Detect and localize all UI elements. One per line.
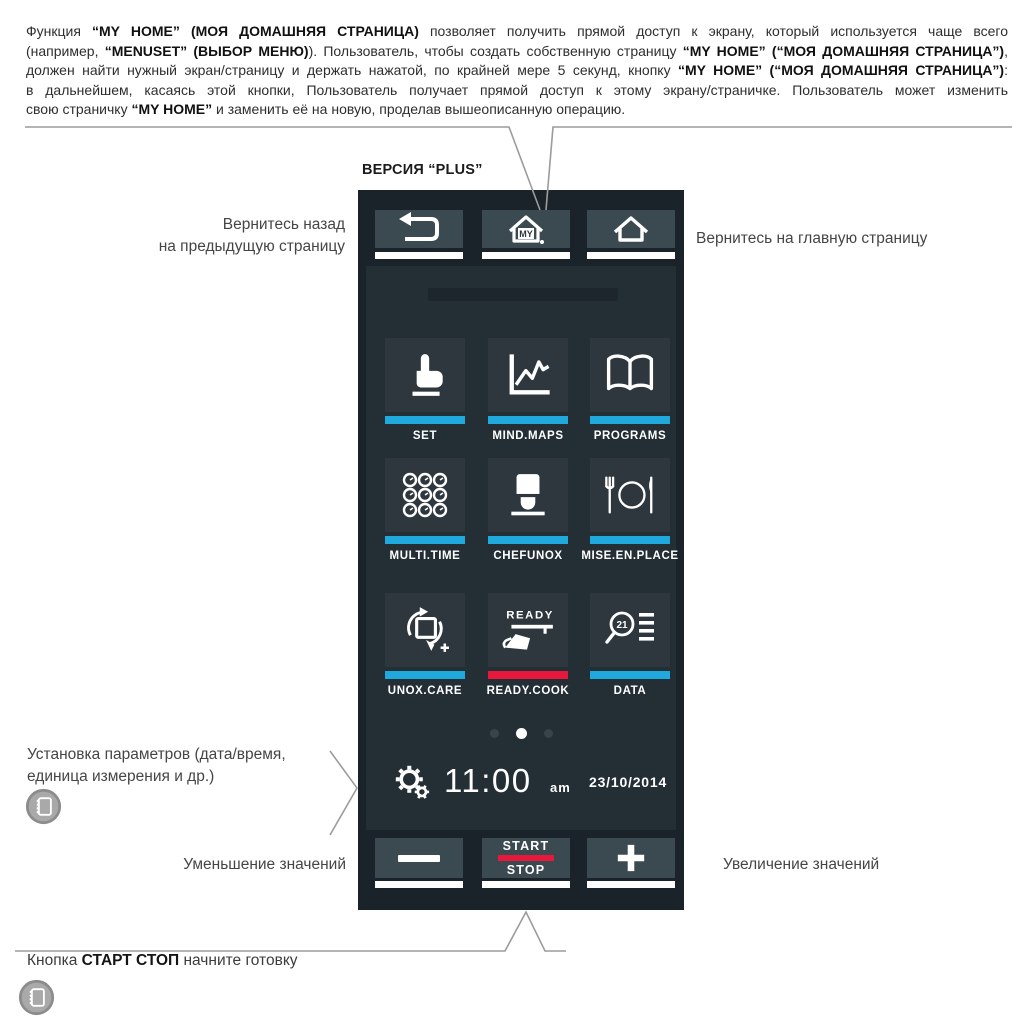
page-dot[interactable] xyxy=(544,729,553,738)
start-stop-button[interactable] xyxy=(482,838,570,888)
tile-multi-time[interactable] xyxy=(385,458,465,562)
my-home-button[interactable] xyxy=(482,210,570,259)
start-stop-red-bar xyxy=(498,855,554,861)
tile-mise-en-place[interactable] xyxy=(581,458,679,562)
press-hand-icon xyxy=(400,350,450,400)
line-chart-icon xyxy=(502,349,554,401)
home-button[interactable] xyxy=(587,210,675,259)
search-list-icon xyxy=(602,608,658,652)
plate-cutlery-icon xyxy=(602,473,658,517)
clock-meridiem: am xyxy=(550,780,571,795)
my-home-button-face xyxy=(482,210,570,248)
version-label: ВЕРСИЯ “PLUS” xyxy=(362,162,483,178)
tile-set[interactable] xyxy=(385,338,465,442)
tile-label: UNOX.CARE xyxy=(387,685,463,697)
tile-ready-cook[interactable] xyxy=(486,593,570,697)
note-settings xyxy=(27,744,286,788)
button-underline xyxy=(482,252,570,259)
button-underline xyxy=(375,252,463,259)
minus-button[interactable] xyxy=(375,838,463,888)
minus-icon xyxy=(398,855,440,862)
back-icon xyxy=(391,211,447,247)
notepad-circle-icon xyxy=(25,788,62,825)
button-underline xyxy=(587,252,675,259)
tile-label: CHEFUNOX xyxy=(493,550,563,562)
back-button[interactable] xyxy=(375,210,463,259)
page-dot[interactable] xyxy=(490,729,499,738)
svg-text:21: 21 xyxy=(616,620,628,631)
tile-unox-care[interactable] xyxy=(385,593,465,697)
note-startstop xyxy=(27,950,298,972)
tile-accent-bar xyxy=(385,671,465,679)
note-startstop-bold: СТАРТ СТОП xyxy=(81,952,180,969)
date-display: 23/10/2014 xyxy=(589,774,668,790)
tile-label: MULTI.TIME xyxy=(389,550,461,562)
my-home-icon xyxy=(498,211,554,247)
clock-time: 11:00 xyxy=(444,762,532,799)
plus-icon xyxy=(615,842,647,874)
callout-settings xyxy=(330,751,357,835)
tile-accent-bar xyxy=(590,416,670,424)
tile-accent-bar xyxy=(590,536,670,544)
home-button-face xyxy=(587,210,675,248)
note-settings-line2: единица измерения и др.) xyxy=(27,768,215,785)
page-dot[interactable] xyxy=(516,728,527,739)
note-settings-line1: Установка параметров (дата/время, xyxy=(27,746,286,763)
note-back-line1: Вернитесь назад xyxy=(222,216,345,233)
tile-label: SET xyxy=(412,430,438,442)
svg-text:READY: READY xyxy=(506,609,554,622)
start-label: START xyxy=(502,839,550,853)
open-book-icon xyxy=(603,351,657,399)
oven-touch-panel xyxy=(358,190,684,910)
ghost-header-bar xyxy=(428,288,618,301)
tile-programs[interactable] xyxy=(590,338,670,442)
tile-chefunox[interactable] xyxy=(488,458,568,562)
ready-tray-icon xyxy=(499,605,557,655)
plus-button-face xyxy=(587,838,675,878)
note-home-button: Вернитесь на главную страницу xyxy=(696,230,928,247)
intro-paragraph: Функция “MY HOME” (МОЯ ДОМАШНЯЯ СТРАНИЦА) позволяет получить прямой доступ к экрану, который используется чаще всего (например, “MENUSET” (ВЫБОР МЕНЮ)). Пользователь, чтобы создать собственную страницу “MY HOME” (“МОЯ ДОМАШНЯЯ СТРАНИЦА”), должен найти нужный экран/страницу и держать нажатой, по крайней мере 5 секунд, кнопку “MY HOME” (“МОЯ ДОМАШНЯЯ СТРАНИЦА”): в дальнейшем, касаясь этой кнопки, Пользователь получает прямой доступ к этому экрану/страничке. Пользователь может изменить свою страничку “MY HOME” и заменить её на новую, проделав вышеописанную операцию. xyxy=(26,23,1008,117)
tile-accent-bar xyxy=(590,671,670,679)
status-row xyxy=(358,760,684,812)
chef-icon xyxy=(503,470,553,520)
note-startstop-suffix: начните готовку xyxy=(179,952,298,969)
note-minus-button: Уменьшение значений xyxy=(183,856,346,873)
plus-button[interactable] xyxy=(587,838,675,888)
note-back-line2: на предыдущую страницу xyxy=(158,238,345,255)
button-underline xyxy=(375,881,463,888)
rotate-square-icon xyxy=(400,605,450,655)
tile-accent-bar xyxy=(488,671,568,679)
tile-accent-bar xyxy=(385,416,465,424)
minus-button-face xyxy=(375,838,463,878)
tile-accent-bar xyxy=(385,536,465,544)
button-underline xyxy=(482,881,570,888)
settings-gear-icon[interactable] xyxy=(394,764,430,800)
tile-label: MISE.EN.PLACE xyxy=(581,550,679,562)
tile-accent-bar xyxy=(488,536,568,544)
start-stop-button-face xyxy=(482,838,570,878)
tile-accent-bar xyxy=(488,416,568,424)
home-icon xyxy=(603,211,659,247)
note-startstop-prefix: Кнопка xyxy=(27,952,82,969)
tile-label: DATA xyxy=(613,685,647,697)
callout-startstop xyxy=(15,912,566,951)
multi-clock-icon xyxy=(401,471,449,519)
note-back-button xyxy=(159,214,345,258)
stop-label: STOP xyxy=(506,862,546,877)
page-indicator xyxy=(358,728,684,739)
tile-label: PROGRAMS xyxy=(593,430,667,442)
tile-data[interactable] xyxy=(590,593,670,697)
notepad-circle-icon xyxy=(18,979,55,1016)
back-button-face xyxy=(375,210,463,248)
tile-mind-maps[interactable] xyxy=(488,338,568,442)
button-underline xyxy=(587,881,675,888)
svg-text:MY: MY xyxy=(519,229,533,239)
tile-label: MIND.MAPS xyxy=(492,430,564,442)
note-plus-button: Увеличение значений xyxy=(723,856,880,873)
tile-label: READY.COOK xyxy=(486,685,570,697)
